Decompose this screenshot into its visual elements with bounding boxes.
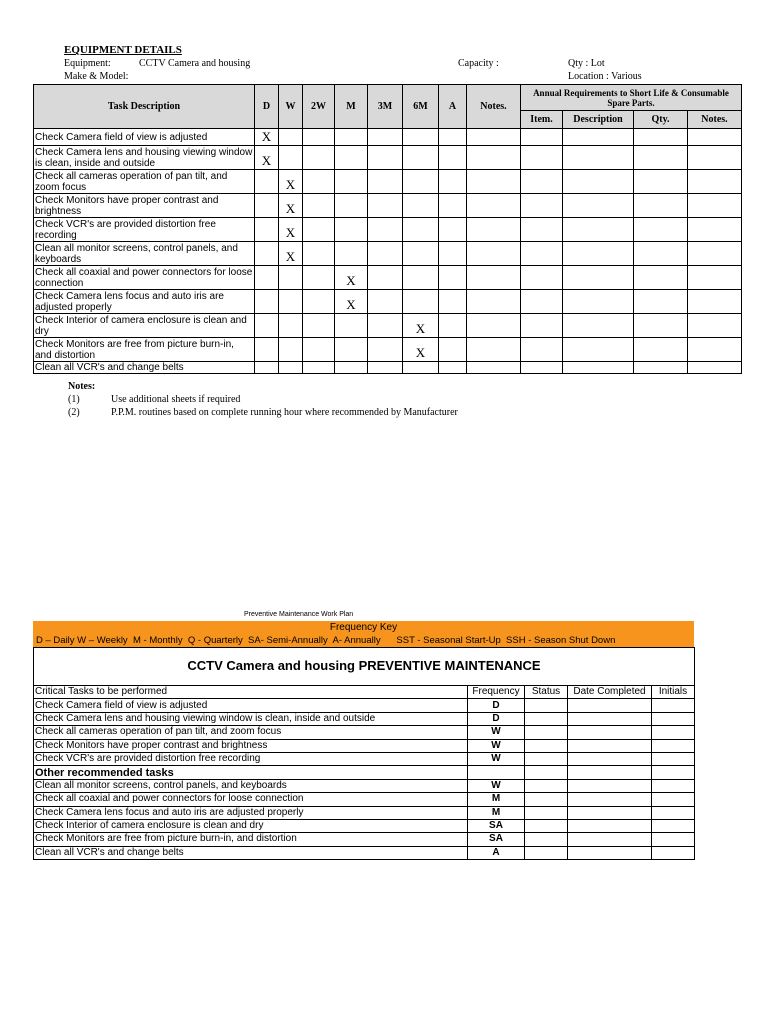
empty-cell (521, 314, 563, 338)
frequency-mark-cell (335, 170, 368, 194)
task-description: Clean all monitor screens, control panels, and keyboards (34, 242, 255, 266)
plan-task: Check Camera lens focus and auto iris are adjusted properly (34, 806, 468, 819)
header-description: Description (563, 111, 634, 129)
frequency-key-title: Frequency Key (329, 622, 398, 633)
plan-status-cell (525, 739, 568, 752)
frequency-mark-cell (368, 194, 403, 218)
make-model-label: Make & Model: (64, 71, 129, 82)
task-row (34, 218, 742, 242)
other-tasks-heading-cell (468, 766, 525, 779)
frequency-mark-cell: X (255, 129, 279, 146)
frequency-mark-cell (335, 338, 368, 362)
other-tasks-heading: Other recommended tasks (34, 766, 468, 779)
frequency-mark-cell (368, 290, 403, 314)
header-freq-d: D (255, 85, 279, 129)
plan-row (34, 712, 695, 725)
empty-cell (521, 218, 563, 242)
empty-cell (521, 194, 563, 218)
plan-initials-cell (652, 712, 695, 725)
frequency-mark-cell: X (279, 194, 303, 218)
empty-cell (467, 242, 521, 266)
empty-cell (563, 129, 634, 146)
other-tasks-heading-cell (652, 766, 695, 779)
task-row (34, 338, 742, 362)
other-tasks-heading-cell (568, 766, 652, 779)
task-description: Clean all VCR's and change belts (34, 362, 255, 374)
plan-status-cell (525, 779, 568, 792)
frequency-mark-cell (255, 242, 279, 266)
frequency-mark-cell (439, 242, 467, 266)
plan-date-cell (568, 752, 652, 765)
task-description: Check Monitors are free from picture burn-in, and distortion (34, 338, 255, 362)
plan-date-cell (568, 779, 652, 792)
frequency-mark-cell: X (403, 314, 439, 338)
header-freq-3m: 3M (368, 85, 403, 129)
work-plan-heading-box (33, 647, 695, 685)
empty-cell (688, 194, 742, 218)
plan-frequency: D (468, 712, 525, 725)
frequency-mark-cell (335, 146, 368, 170)
plan-col-critical-tasks: Critical Tasks to be performed (34, 686, 468, 699)
frequency-mark-cell (439, 362, 467, 374)
empty-cell (634, 314, 688, 338)
frequency-mark-cell (368, 129, 403, 146)
plan-initials-cell (652, 846, 695, 859)
empty-cell (563, 194, 634, 218)
frequency-mark-cell (335, 218, 368, 242)
frequency-mark-cell: X (279, 170, 303, 194)
frequency-mark-cell (255, 170, 279, 194)
empty-cell (634, 242, 688, 266)
frequency-mark-cell (439, 146, 467, 170)
frequency-key-band (33, 621, 694, 647)
empty-cell (467, 290, 521, 314)
empty-cell (688, 146, 742, 170)
plan-date-cell (568, 819, 652, 832)
task-description: Check Interior of camera enclosure is clean and dry (34, 314, 255, 338)
note-2-number: (2) (68, 407, 80, 418)
note-2-text: P.P.M. routines based on complete running hour where recommended by Manufacturer (111, 407, 458, 418)
work-plan-caption: Preventive Maintenance Work Plan (244, 611, 354, 618)
empty-cell (563, 146, 634, 170)
frequency-mark-cell: X (335, 266, 368, 290)
frequency-mark-cell (255, 266, 279, 290)
frequency-mark-cell (439, 218, 467, 242)
frequency-mark-cell (439, 170, 467, 194)
frequency-mark-cell (303, 338, 335, 362)
empty-cell (521, 146, 563, 170)
work-plan-table (33, 685, 695, 860)
empty-cell (563, 314, 634, 338)
empty-cell (688, 242, 742, 266)
plan-row (34, 793, 695, 806)
plan-task: Check Monitors are free from picture burn-in, and distortion (34, 833, 468, 846)
empty-cell (521, 129, 563, 146)
plan-frequency: M (468, 806, 525, 819)
empty-cell (634, 218, 688, 242)
frequency-mark-cell (303, 129, 335, 146)
plan-frequency: M (468, 793, 525, 806)
empty-cell (521, 242, 563, 266)
frequency-mark-cell (303, 362, 335, 374)
plan-row (34, 726, 695, 739)
plan-date-cell (568, 833, 652, 846)
plan-task: Check VCR's are provided distortion free recording (34, 752, 468, 765)
empty-cell (467, 129, 521, 146)
frequency-mark-cell (303, 242, 335, 266)
header-qty: Qty. (634, 111, 688, 129)
header-freq-a: A (439, 85, 467, 129)
frequency-mark-cell (403, 242, 439, 266)
plan-frequency: D (468, 699, 525, 712)
frequency-mark-cell (303, 266, 335, 290)
equipment-details-title: EQUIPMENT DETAILS (64, 44, 182, 56)
plan-initials-cell (652, 806, 695, 819)
plan-initials-cell (652, 793, 695, 806)
frequency-mark-cell (255, 362, 279, 374)
empty-cell (688, 266, 742, 290)
plan-date-cell (568, 806, 652, 819)
empty-cell (688, 129, 742, 146)
empty-cell (634, 266, 688, 290)
header-task-description: Task Description (34, 85, 255, 129)
plan-row (34, 739, 695, 752)
task-description: Check Camera lens focus and auto iris are adjusted properly (34, 290, 255, 314)
frequency-mark-cell (335, 242, 368, 266)
plan-row (34, 752, 695, 765)
frequency-mark-cell: X (255, 146, 279, 170)
frequency-mark-cell (255, 194, 279, 218)
plan-status-cell (525, 699, 568, 712)
plan-initials-cell (652, 699, 695, 712)
task-description: Check VCR's are provided distortion free recording (34, 218, 255, 242)
empty-cell (467, 266, 521, 290)
frequency-mark-cell (303, 170, 335, 194)
frequency-mark-cell (279, 314, 303, 338)
task-row (34, 194, 742, 218)
plan-initials-cell (652, 779, 695, 792)
plan-date-cell (568, 712, 652, 725)
frequency-mark-cell (439, 290, 467, 314)
empty-cell (467, 314, 521, 338)
empty-cell (563, 266, 634, 290)
qty-label: Qty : Lot (568, 58, 605, 69)
frequency-mark-cell (403, 194, 439, 218)
frequency-mark-cell (303, 314, 335, 338)
frequency-mark-cell (335, 362, 368, 374)
empty-cell (688, 362, 742, 374)
empty-cell (467, 338, 521, 362)
empty-cell (563, 362, 634, 374)
frequency-mark-cell (368, 146, 403, 170)
notes-title: Notes: (68, 381, 96, 392)
plan-initials-cell (652, 819, 695, 832)
frequency-mark-cell (403, 266, 439, 290)
frequency-mark-cell (403, 290, 439, 314)
work-plan-heading: CCTV Camera and housing PREVENTIVE MAINTENANCE (187, 658, 541, 673)
frequency-mark-cell (403, 129, 439, 146)
plan-status-cell (525, 833, 568, 846)
frequency-mark-cell (279, 266, 303, 290)
empty-cell (563, 290, 634, 314)
plan-status-cell (525, 846, 568, 859)
empty-cell (521, 290, 563, 314)
header-freq-2w: 2W (303, 85, 335, 129)
plan-col-frequency: Frequency (468, 686, 525, 699)
plan-row (34, 779, 695, 792)
empty-cell (634, 194, 688, 218)
plan-initials-cell (652, 726, 695, 739)
empty-cell (688, 170, 742, 194)
frequency-mark-cell (279, 338, 303, 362)
empty-cell (521, 338, 563, 362)
plan-row (34, 833, 695, 846)
plan-task: Check Monitors have proper contrast and brightness (34, 739, 468, 752)
task-description: Check Camera lens and housing viewing window is clean, inside and outside (34, 146, 255, 170)
frequency-mark-cell (335, 194, 368, 218)
empty-cell (467, 218, 521, 242)
empty-cell (467, 362, 521, 374)
frequency-mark-cell (303, 290, 335, 314)
plan-initials-cell (652, 752, 695, 765)
empty-cell (467, 146, 521, 170)
frequency-mark-cell (279, 290, 303, 314)
plan-date-cell (568, 726, 652, 739)
header-item: Item. (521, 111, 563, 129)
plan-initials-cell (652, 739, 695, 752)
frequency-mark-cell (439, 129, 467, 146)
plan-col-initials: Initials (652, 686, 695, 699)
frequency-mark-cell (368, 242, 403, 266)
frequency-mark-cell (279, 362, 303, 374)
plan-frequency: W (468, 726, 525, 739)
frequency-mark-cell (303, 194, 335, 218)
frequency-mark-cell (255, 314, 279, 338)
frequency-mark-cell (303, 218, 335, 242)
empty-cell (563, 170, 634, 194)
empty-cell (634, 170, 688, 194)
frequency-mark-cell (335, 129, 368, 146)
plan-task: Check all coaxial and power connectors for loose connection (34, 793, 468, 806)
frequency-mark-cell: X (279, 242, 303, 266)
frequency-mark-cell (279, 146, 303, 170)
frequency-mark-cell (368, 170, 403, 194)
frequency-mark-cell: X (403, 338, 439, 362)
plan-task: Clean all VCR's and change belts (34, 846, 468, 859)
frequency-mark-cell (368, 266, 403, 290)
empty-cell (688, 290, 742, 314)
plan-task: Clean all monitor screens, control panels, and keyboards (34, 779, 468, 792)
frequency-mark-cell (403, 218, 439, 242)
task-description: Check Monitors have proper contrast and brightness (34, 194, 255, 218)
frequency-mark-cell (403, 170, 439, 194)
plan-frequency: W (468, 752, 525, 765)
plan-task: Check Camera lens and housing viewing window is clean, inside and outside (34, 712, 468, 725)
task-frequency-table (33, 84, 742, 374)
plan-date-cell (568, 793, 652, 806)
empty-cell (688, 338, 742, 362)
empty-cell (634, 290, 688, 314)
frequency-mark-cell (368, 338, 403, 362)
frequency-mark-cell (439, 194, 467, 218)
frequency-key-legend: D – Daily W – Weekly M - Monthly Q - Quarterly SA- Semi-Annually A- Annually SST - Seasonal Start-Up SSH - Season Shut Down (36, 635, 616, 646)
other-tasks-heading-cell (525, 766, 568, 779)
frequency-mark-cell (439, 338, 467, 362)
plan-frequency: W (468, 779, 525, 792)
plan-date-cell (568, 739, 652, 752)
task-row (34, 242, 742, 266)
frequency-mark-cell (255, 218, 279, 242)
plan-frequency: SA (468, 833, 525, 846)
frequency-mark-cell (368, 314, 403, 338)
task-description: Check Camera field of view is adjusted (34, 129, 255, 146)
task-row (34, 290, 742, 314)
header-freq-m: M (335, 85, 368, 129)
empty-cell (467, 194, 521, 218)
note-1-number: (1) (68, 394, 80, 405)
plan-row (34, 846, 695, 859)
task-row (34, 314, 742, 338)
plan-task: Check all cameras operation of pan tilt, and zoom focus (34, 726, 468, 739)
frequency-mark-cell (279, 129, 303, 146)
empty-cell (521, 170, 563, 194)
empty-cell (634, 146, 688, 170)
location-label: Location : Various (568, 71, 642, 82)
frequency-mark-cell: X (279, 218, 303, 242)
task-row (34, 170, 742, 194)
equipment-label: Equipment: (64, 58, 111, 69)
note-1-text: Use additional sheets if required (111, 394, 241, 405)
task-description: Check all cameras operation of pan tilt, and zoom focus (34, 170, 255, 194)
capacity-label: Capacity : (458, 58, 499, 69)
plan-row (34, 819, 695, 832)
empty-cell (688, 218, 742, 242)
plan-task: Check Interior of camera enclosure is clean and dry (34, 819, 468, 832)
plan-initials-cell (652, 833, 695, 846)
empty-cell (634, 362, 688, 374)
empty-cell (563, 338, 634, 362)
plan-task: Check Camera field of view is adjusted (34, 699, 468, 712)
plan-col-status: Status (525, 686, 568, 699)
empty-cell (634, 129, 688, 146)
plan-col-date-completed: Date Completed (568, 686, 652, 699)
plan-status-cell (525, 726, 568, 739)
empty-cell (521, 362, 563, 374)
plan-status-cell (525, 712, 568, 725)
plan-row (34, 699, 695, 712)
plan-status-cell (525, 806, 568, 819)
plan-row (34, 806, 695, 819)
equipment-value: CCTV Camera and housing (139, 58, 251, 69)
plan-date-cell (568, 699, 652, 712)
header-freq-6m: 6M (403, 85, 439, 129)
frequency-mark-cell (368, 362, 403, 374)
empty-cell (563, 218, 634, 242)
header-sub-notes: Notes. (688, 111, 742, 129)
plan-frequency: SA (468, 819, 525, 832)
plan-status-cell (525, 793, 568, 806)
frequency-mark-cell (403, 362, 439, 374)
empty-cell (634, 338, 688, 362)
header-freq-w: W (279, 85, 303, 129)
empty-cell (467, 170, 521, 194)
frequency-mark-cell (255, 290, 279, 314)
task-row (34, 146, 742, 170)
task-description: Check all coaxial and power connectors for loose connection (34, 266, 255, 290)
plan-frequency: W (468, 739, 525, 752)
frequency-mark-cell (255, 338, 279, 362)
frequency-mark-cell (368, 218, 403, 242)
frequency-mark-cell (439, 314, 467, 338)
empty-cell (521, 266, 563, 290)
frequency-mark-cell: X (335, 290, 368, 314)
header-notes: Notes. (467, 85, 521, 129)
task-row (34, 266, 742, 290)
plan-date-cell (568, 846, 652, 859)
plan-status-cell (525, 819, 568, 832)
frequency-mark-cell (439, 266, 467, 290)
header-annual-requirements: Annual Requirements to Short Life & Consumable Spare Parts. (521, 85, 742, 111)
frequency-mark-cell (303, 146, 335, 170)
task-row (34, 362, 742, 374)
task-row (34, 129, 742, 146)
empty-cell (688, 314, 742, 338)
plan-status-cell (525, 752, 568, 765)
empty-cell (563, 242, 634, 266)
frequency-mark-cell (335, 314, 368, 338)
frequency-mark-cell (403, 146, 439, 170)
plan-frequency: A (468, 846, 525, 859)
